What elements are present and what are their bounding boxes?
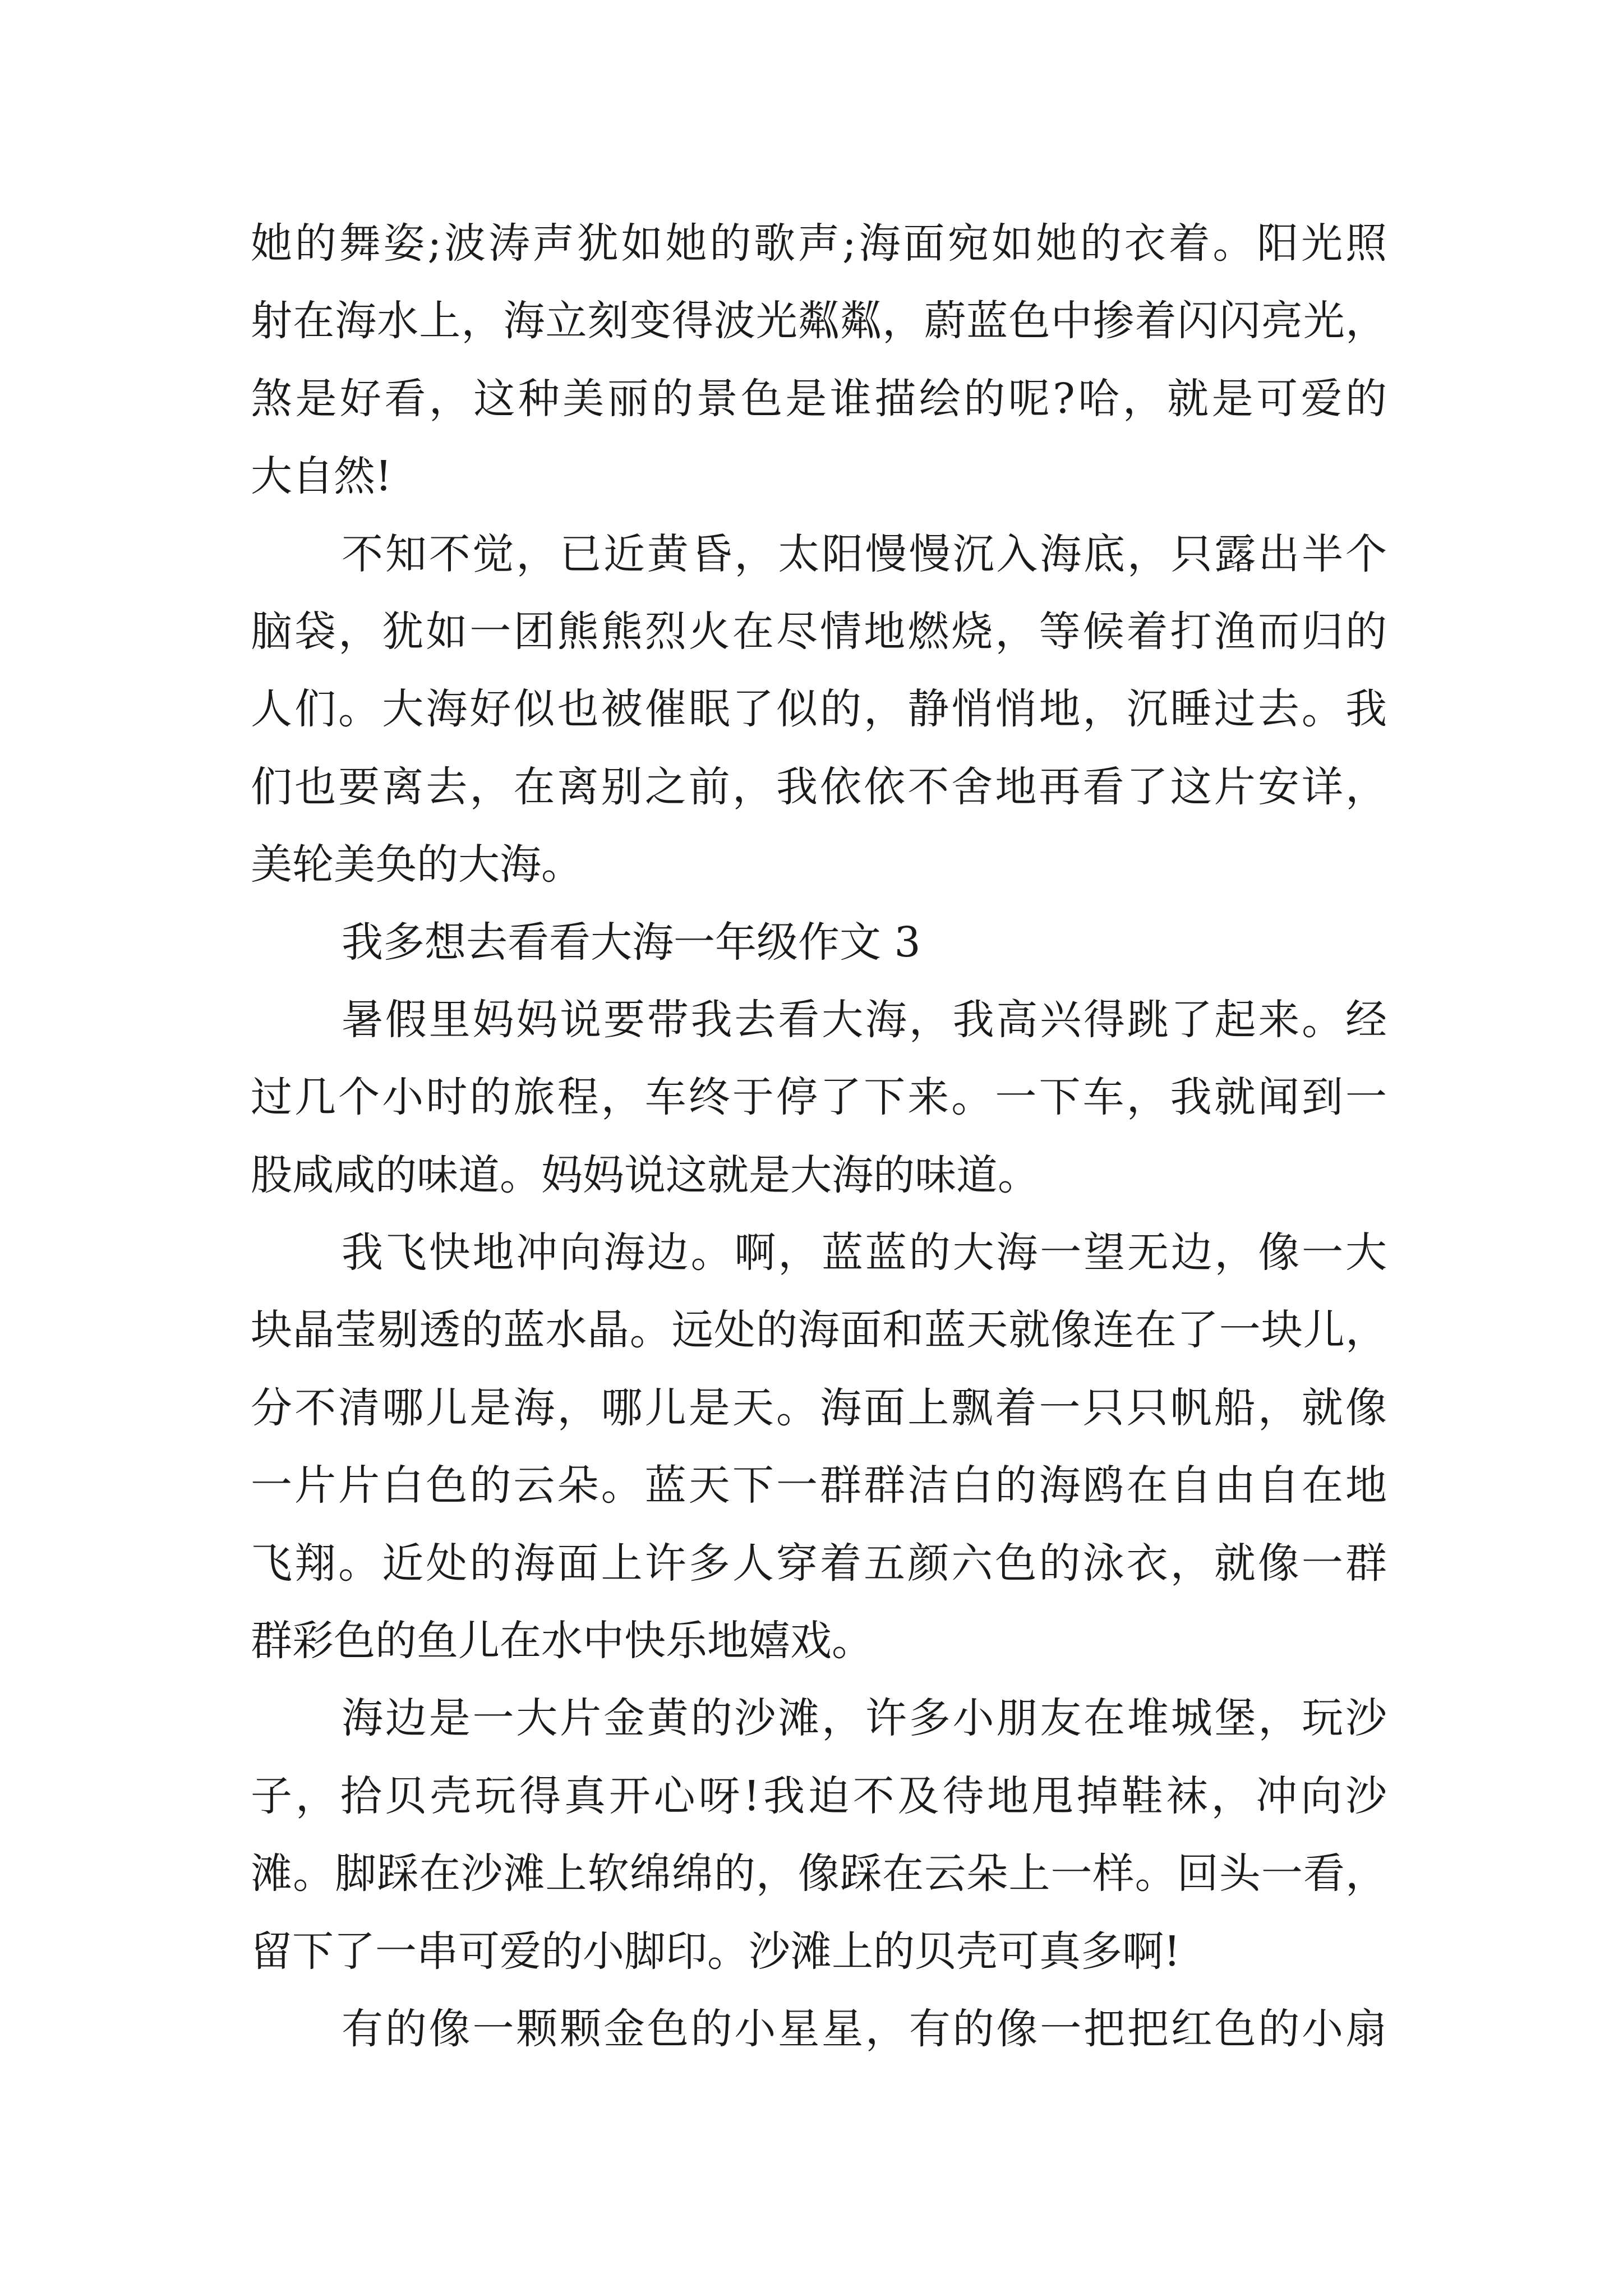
paragraph <box>251 1680 1390 1990</box>
text-line: 大自然! <box>251 452 392 501</box>
text-line: 海边是一大片金黄的沙滩，许多小朋友在堆城堡，玩沙 <box>342 1694 1389 1743</box>
text-line: 块晶莹剔透的蓝水晶。远处的海面和蓝天就像连在了一块儿， <box>251 1306 1388 1355</box>
text-line: 脑袋，犹如一团熊熊烈火在尽情地燃烧，等候着打渔而归的 <box>251 607 1390 656</box>
text-line: 过几个小时的旅程，车终于停了下来。一下车，我就闻到一 <box>251 1073 1390 1122</box>
body-text <box>251 205 1390 2068</box>
text-line: 一片片白色的云朵。蓝天下一群群洁白的海鸥在自由自在地 <box>251 1461 1390 1510</box>
paragraph-continued <box>251 205 1390 516</box>
text-line: 有的像一颗颗金色的小星星，有的像一把把红色的小扇 <box>342 2004 1389 2053</box>
text-line: 人们。大海好似也被催眠了似的，静悄悄地，沉睡过去。我 <box>251 685 1390 734</box>
text-line: 们也要离去，在离别之前，我依依不舍地再看了这片安详， <box>251 762 1390 811</box>
text-line: 滩。脚踩在沙滩上软绵绵的，像踩在云朵上一样。回头一看， <box>251 1849 1388 1898</box>
text-line: 群彩色的鱼儿在水中快乐地嬉戏。 <box>251 1617 873 1665</box>
text-line: 子，拾贝壳玩得真开心呀!我迫不及待地甩掉鞋袜，冲向沙 <box>251 1772 1390 1820</box>
text-line: 不知不觉，已近黄昏，太阳慢慢沉入海底，只露出半个 <box>342 530 1389 578</box>
text-line: 她的舞姿;波涛声犹如她的歌声;海面宛如她的衣着。阳光照 <box>251 219 1390 268</box>
text-line: 煞是好看，这种美丽的景色是谁描绘的呢?哈，就是可爱的 <box>251 374 1390 423</box>
text-line: 股咸咸的味道。妈妈说这就是大海的味道。 <box>251 1151 1039 1199</box>
text-line: 我飞快地冲向海边。啊，蓝蓝的大海一望无边，像一大 <box>342 1228 1389 1277</box>
text-line: 射在海水上，海立刻变得波光粼粼，蔚蓝色中掺着闪闪亮光， <box>251 297 1388 346</box>
paragraph-continues-next-page <box>251 1990 1387 2068</box>
text-line: 飞翔。近处的海面上许多人穿着五颜六色的泳衣，就像一群 <box>251 1539 1390 1588</box>
essay-title: 我多想去看看大海一年级作文 3 <box>342 918 921 967</box>
paragraph <box>251 1214 1390 1680</box>
text-line: 分不清哪儿是海，哪儿是天。海面上飘着一只只帆船，就像 <box>251 1383 1390 1432</box>
paragraph <box>251 981 1390 1214</box>
text-line: 暑假里妈妈说要带我去看大海，我高兴得跳了起来。经 <box>342 995 1389 1044</box>
text-line: 留下了一串可爱的小脚印。沙滩上的贝壳可真多啊! <box>251 1927 1181 1976</box>
paragraph <box>251 516 1390 904</box>
text-line: 美轮美奂的大海。 <box>251 840 583 889</box>
